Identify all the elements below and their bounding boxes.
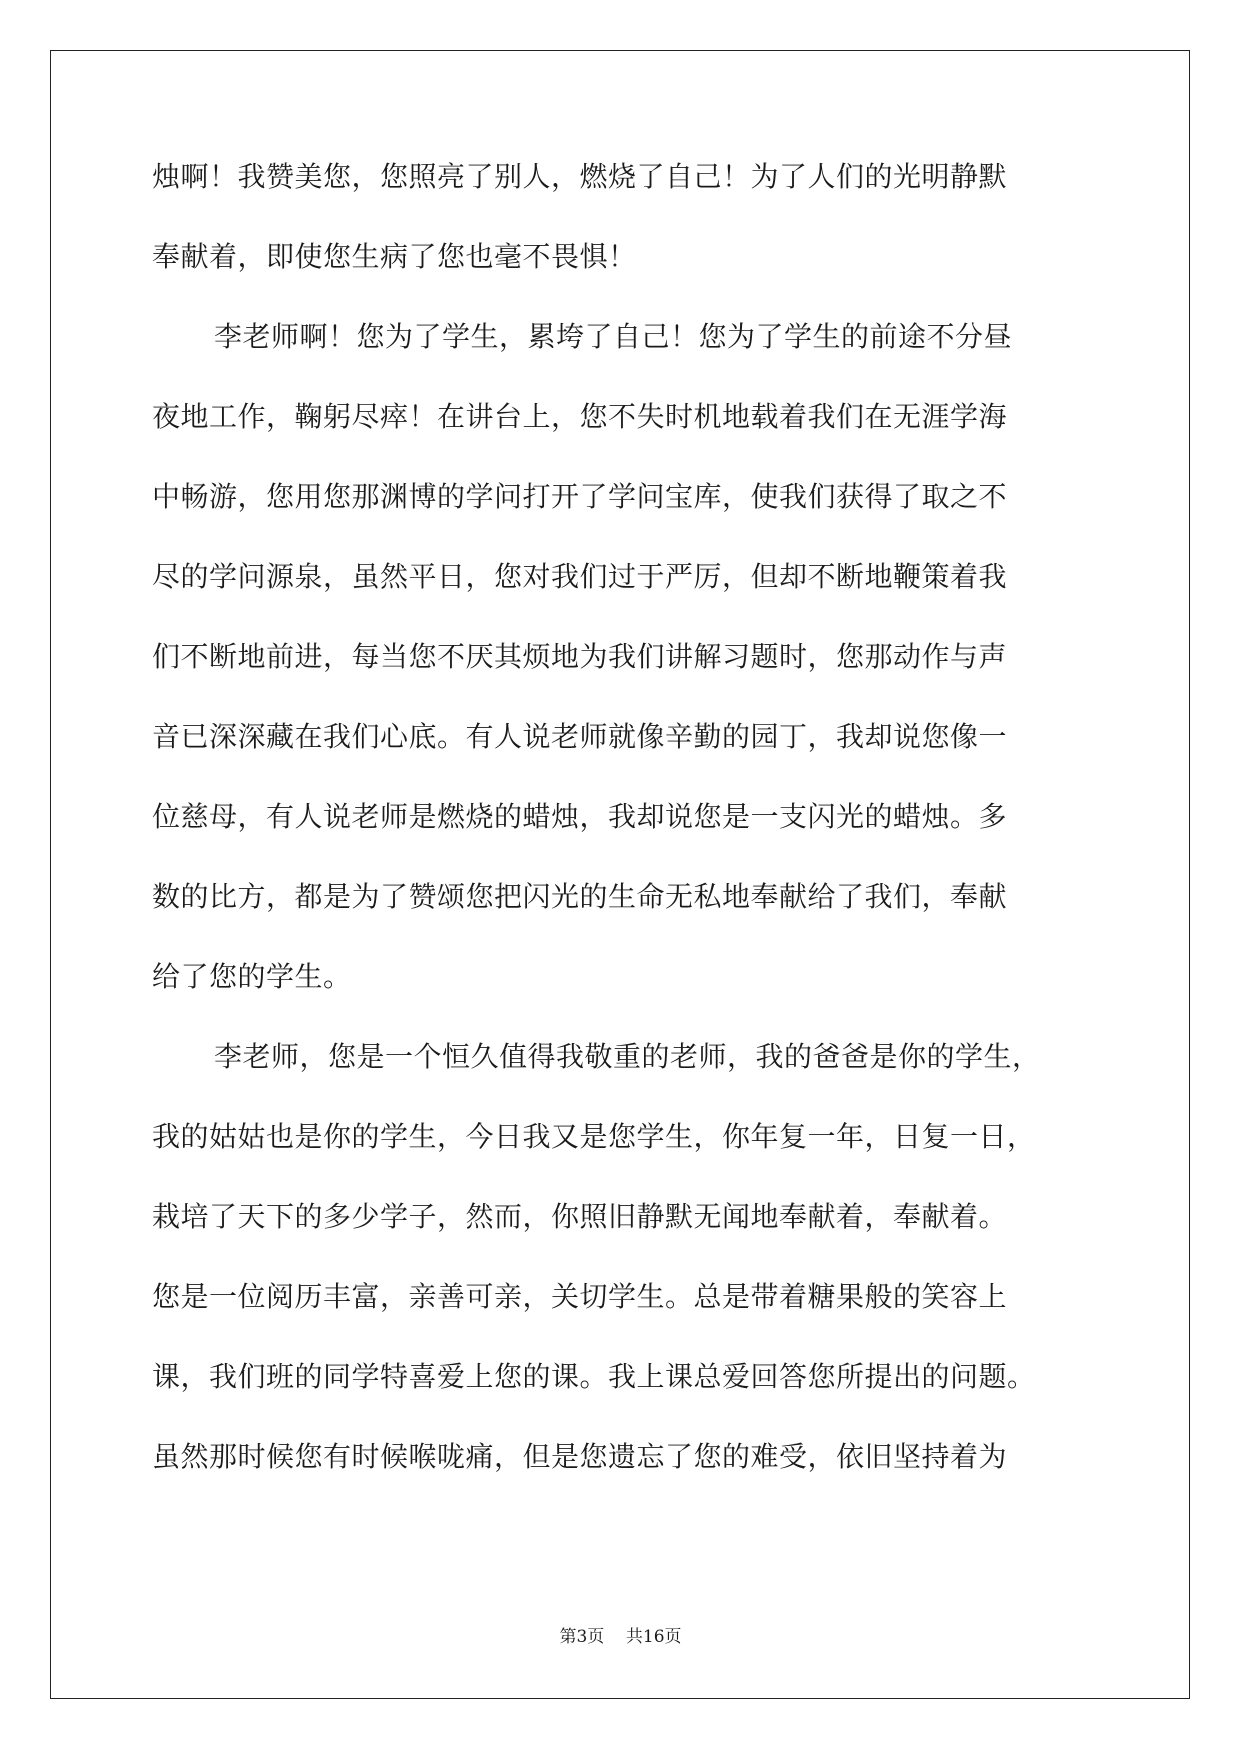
text-line: 位慈母，有人说老师是燃烧的蜡烛，我却说您是一支闪光的蜡烛。多 — [152, 800, 1008, 833]
paragraph-start-line: 李老师，您是一个恒久值得我敬重的老师，我的爸爸是你的学生， — [214, 1040, 1041, 1073]
paragraph-start-line: 李老师啊！您为了学生，累垮了自己！您为了学生的前途不分昼 — [214, 320, 1013, 353]
text-line: 栽培了天下的多少学子，然而，你照旧静默无闻地奉献着，奉献着。 — [152, 1200, 1008, 1233]
text-line: 们不断地前进，每当您不厌其烦地为我们讲解习题时，您那动作与声 — [152, 640, 1008, 673]
document-body — [152, 160, 1092, 1520]
text-line: 夜地工作，鞠躬尽瘁！在讲台上，您不失时机地载着我们在无涯学海 — [152, 400, 1008, 433]
text-line: 烛啊！我赞美您，您照亮了别人，燃烧了自己！为了人们的光明静默 — [152, 160, 1008, 193]
text-line: 尽的学问源泉，虽然平日，您对我们过于严厉，但却不断地鞭策着我 — [152, 560, 1008, 593]
text-line: 我的姑姑也是你的学生，今日我又是您学生，你年复一年，日复一日， — [152, 1120, 1036, 1153]
page-footer — [0, 1622, 1241, 1647]
text-line: 给了您的学生。 — [152, 960, 352, 993]
text-line: 奉献着，即使您生病了您也毫不畏惧！ — [152, 240, 637, 273]
text-line: 数的比方，都是为了赞颂您把闪光的生命无私地奉献给了我们，奉献 — [152, 880, 1008, 913]
text-line: 您是一位阅历丰富，亲善可亲，关切学生。总是带着糖果般的笑容上 — [152, 1280, 1008, 1313]
text-line: 虽然那时候您有时候喉咙痛，但是您遗忘了您的难受，依旧坚持着为 — [152, 1440, 1008, 1473]
page-total: 共16页 — [625, 1627, 682, 1647]
text-line: 课，我们班的同学特喜爱上您的课。我上课总爱回答您所提出的问题。 — [152, 1360, 1036, 1393]
text-line: 音已深深藏在我们心底。有人说老师就像辛勤的园丁，我却说您像一 — [152, 720, 1008, 753]
page-number: 第3页 — [559, 1627, 605, 1647]
text-line: 中畅游，您用您那渊博的学问打开了学问宝库，使我们获得了取之不 — [152, 480, 1008, 513]
